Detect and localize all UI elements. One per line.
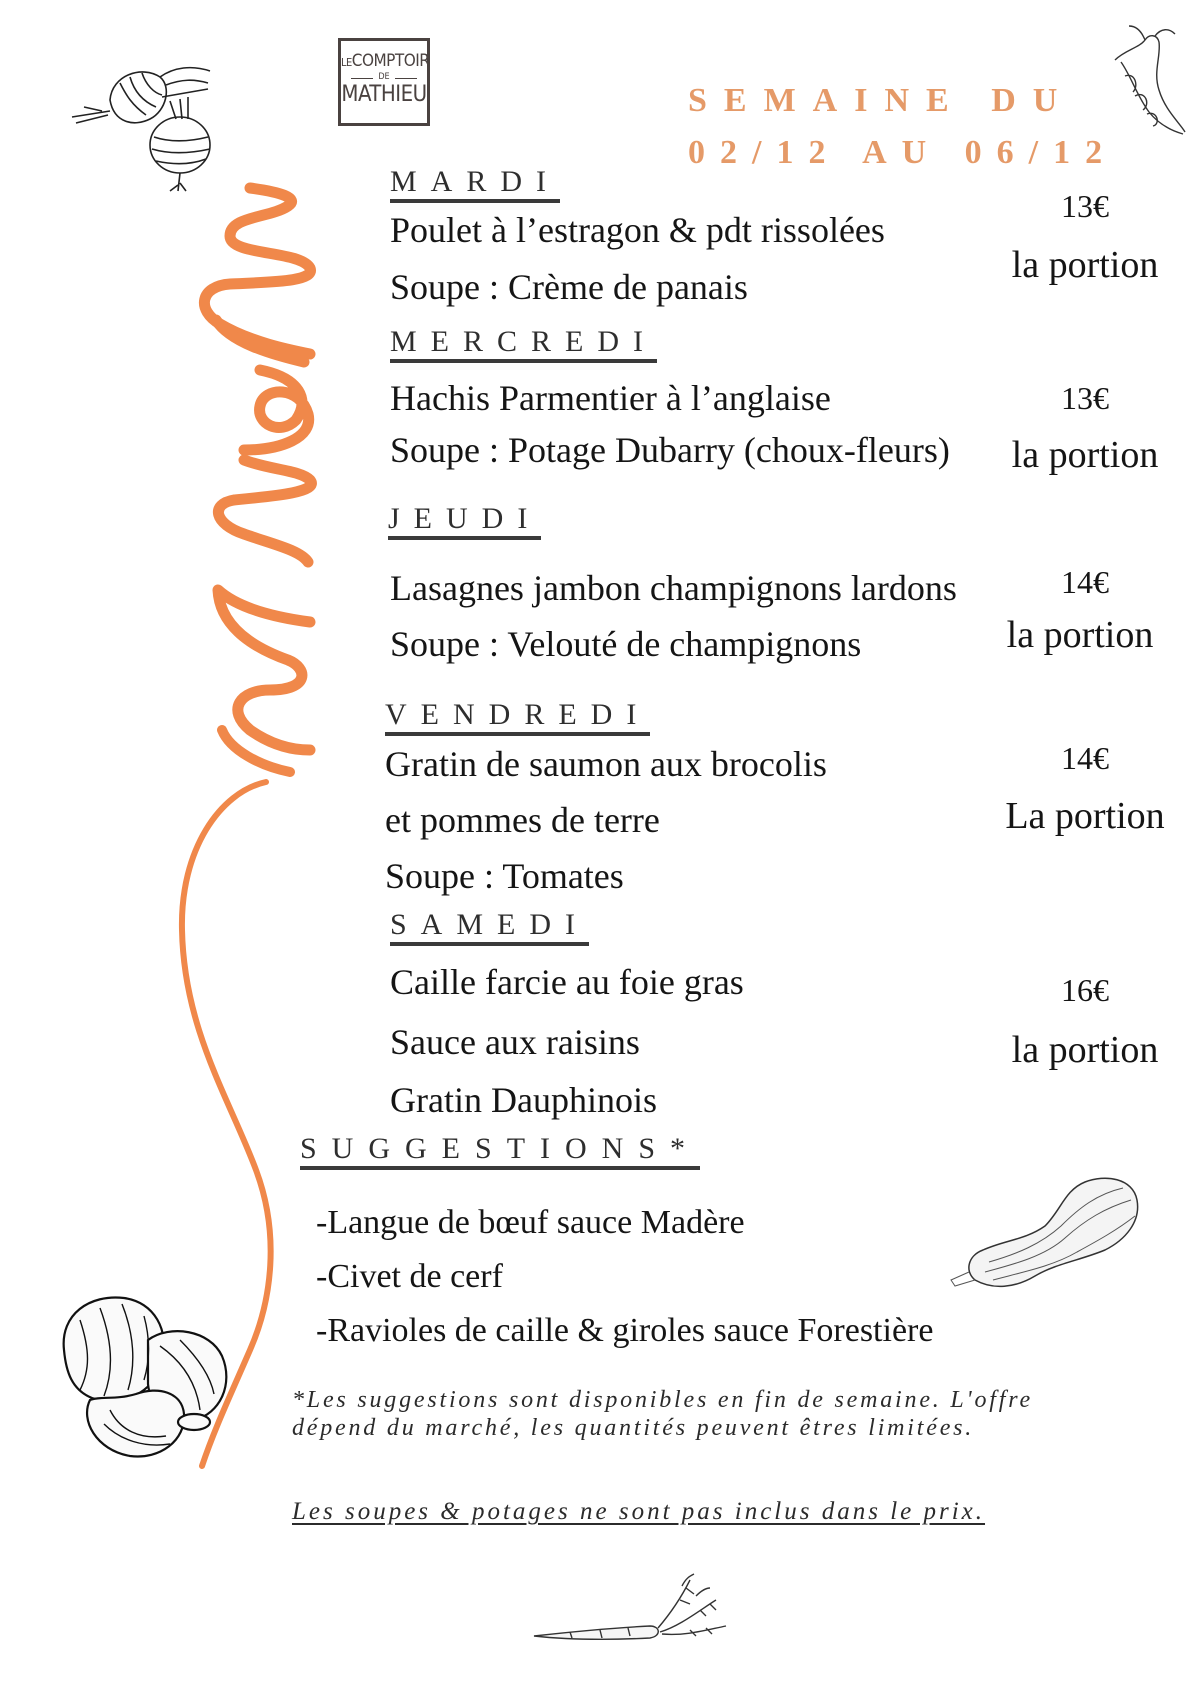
carrot-illustration [530, 1570, 730, 1670]
soups-not-included-note: Les soupes & potages ne sont pas inclus dans le prix. [292, 1498, 986, 1525]
suggestion-item: -Langue de bœuf sauce Madère [316, 1204, 745, 1241]
day-heading-jeudi: JEUDI [388, 502, 541, 540]
day-heading-mercredi: MERCREDI [390, 325, 657, 363]
suggestion-item: -Ravioles de caille & giroles sauce Forestière [316, 1312, 934, 1349]
dish-mardi-soup: Soupe : Crème de panais [390, 267, 748, 307]
logo-prefix: LE [341, 56, 352, 69]
portion-mercredi: la portion [1011, 434, 1159, 476]
logo-line-3: MATHIEU [341, 82, 427, 107]
price-jeudi: 14€ [1061, 564, 1109, 600]
dish-vendredi-main-cont: et pommes de terre [385, 800, 660, 840]
dish-vendredi-main: Gratin de saumon aux brocolis [385, 744, 827, 784]
dish-jeudi-main: Lasagnes jambon champignons lardons [390, 568, 957, 608]
dish-samedi-main: Caille farcie au foie gras [390, 962, 744, 1002]
dish-mercredi-main: Hachis Parmentier à l’anglaise [390, 378, 831, 418]
logo-line-1: COMPTOIR [351, 51, 430, 71]
dish-samedi-side: Gratin Dauphinois [390, 1080, 657, 1120]
price-vendredi: 14€ [1061, 740, 1109, 776]
dish-samedi-sauce: Sauce aux raisins [390, 1022, 640, 1062]
pea-pod-illustration [1095, 20, 1195, 140]
portion-vendredi: La portion [1005, 795, 1165, 837]
suggestion-item: -Civet de cerf [316, 1258, 503, 1295]
price-samedi: 16€ [1061, 972, 1109, 1008]
week-dates: 02/12 AU 06/12 [688, 134, 1118, 171]
availability-note: *Les suggestions sont disponibles en fin de semaine. L'offre dépend du marché, les quantités peuvent êtres limitées. [292, 1387, 1033, 1441]
price-mercredi: 13€ [1061, 380, 1109, 416]
day-heading-mardi: MARDI [390, 165, 560, 203]
portion-jeudi: la portion [1006, 614, 1154, 656]
dish-jeudi-soup: Soupe : Velouté de champignons [390, 624, 862, 664]
portion-samedi: la portion [1011, 1029, 1159, 1071]
day-heading-vendredi: VENDREDI [385, 698, 650, 736]
price-mardi: 13€ [1061, 188, 1109, 224]
restaurant-logo [338, 38, 430, 126]
dish-mardi-main: Poulet à l’estragon & pdt rissolées [390, 210, 885, 250]
week-label: SEMAINE DU [688, 82, 1075, 119]
suggestions-heading: SUGGESTIONS* [300, 1132, 700, 1170]
logo-line-2: DE [341, 72, 427, 82]
butternut-squash-illustration [945, 1160, 1165, 1300]
portion-mardi: la portion [1011, 244, 1159, 286]
dish-mercredi-soup: Soupe : Potage Dubarry (choux-fleurs) [390, 430, 950, 470]
dish-vendredi-soup: Soupe : Tomates [385, 856, 624, 896]
day-heading-samedi: SAMEDI [390, 908, 589, 946]
